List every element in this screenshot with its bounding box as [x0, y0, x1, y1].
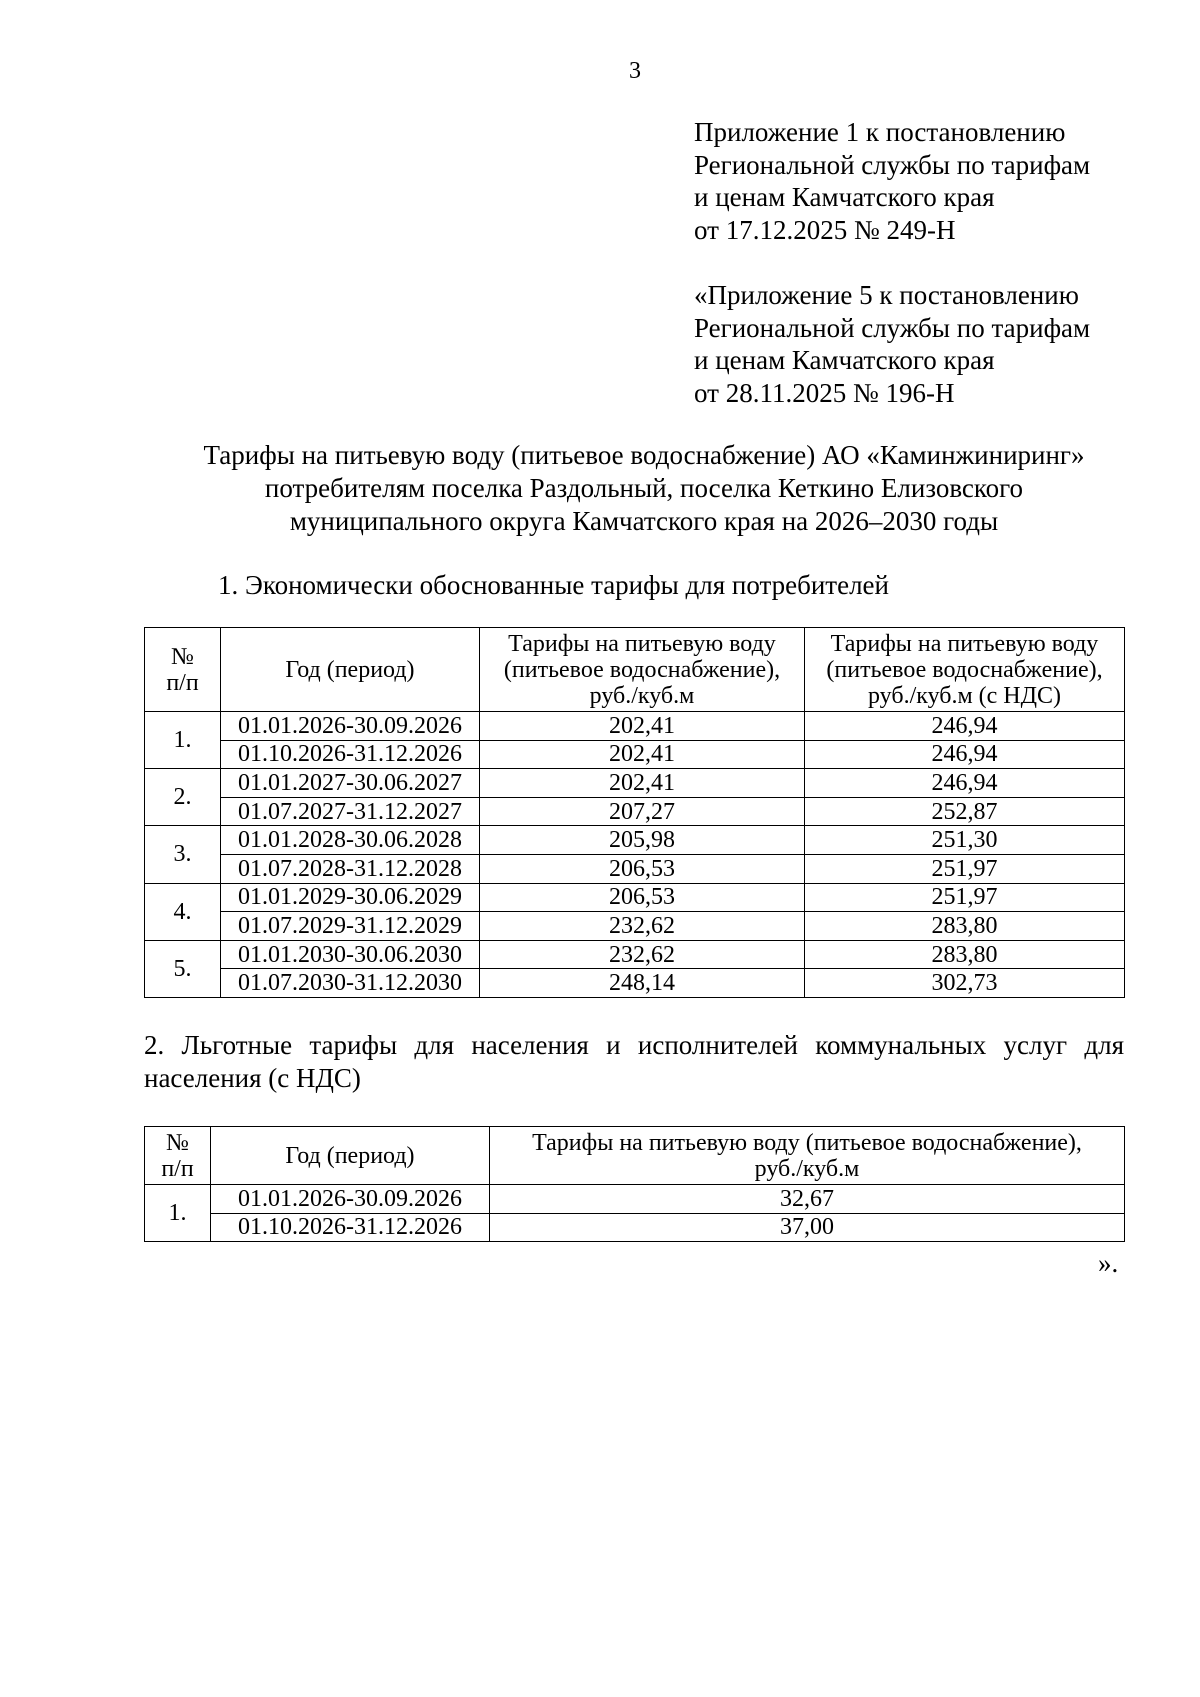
row-number-cell: 4.: [145, 883, 221, 940]
annex-5-line: от 28.11.2025 № 196-Н: [694, 377, 955, 408]
period-cell: 01.01.2028-30.06.2028: [221, 826, 480, 855]
table-row: [145, 740, 1125, 769]
row-number-cell: 1.: [145, 1185, 211, 1242]
tariff-cell: 202,41: [480, 769, 805, 798]
economic-tariffs-body: [145, 712, 1125, 998]
economic-tariffs-table: [144, 627, 1125, 998]
period-cell: 01.01.2027-30.06.2027: [221, 769, 480, 798]
period-cell: 01.01.2029-30.06.2029: [221, 883, 480, 912]
table-row: [145, 969, 1125, 998]
column-header-number: № п/п: [145, 628, 221, 712]
tariff_vat-cell: 251,97: [805, 883, 1125, 912]
table-row: [145, 883, 1125, 912]
row-number-cell: 1.: [145, 712, 221, 769]
preferential-tariffs-body: [145, 1185, 1125, 1242]
table-header-row: [145, 628, 1125, 712]
tariff-cell: 206,53: [480, 883, 805, 912]
section-1-heading: 1. Экономически обоснованные тарифы для потребителей: [218, 570, 889, 600]
period-cell: 01.07.2030-31.12.2030: [221, 969, 480, 998]
row-number-cell: 5.: [145, 940, 221, 997]
table-row: [145, 712, 1125, 741]
tariff-cell: 205,98: [480, 826, 805, 855]
tariff-cell: 207,27: [480, 797, 805, 826]
tariff-cell: 202,41: [480, 712, 805, 741]
annex-5-line: Региональной службы по тарифам: [694, 312, 1091, 343]
title-line: Тарифы на питьевую воду (питьевое водоснабжение) АО «Каминжиниринг»: [203, 440, 1085, 470]
row-number-cell: 3.: [145, 826, 221, 883]
table-row: [145, 1185, 1125, 1214]
column-header-period: Год (период): [221, 628, 480, 712]
title-line: потребителям поселка Раздольный, поселка Кеткино Елизовского: [264, 473, 1024, 503]
tariff_vat-cell: 246,94: [805, 769, 1125, 798]
annex-5-line: «Приложение 5 к постановлению: [694, 280, 1079, 310]
period-cell: 01.07.2029-31.12.2029: [221, 912, 480, 941]
annex-1-line: от 17.12.2025 № 249-Н: [694, 214, 956, 245]
column-header-tariff-vat: Тарифы на питьевую воду (питьевое водоснабжение), руб./куб.м (с НДС): [805, 628, 1125, 712]
annex-1-reference: [694, 116, 1174, 246]
tariff_vat-cell: 302,73: [805, 969, 1125, 998]
annex-5-line: и ценам Камчатского края: [694, 345, 995, 375]
section-2-heading: 2. Льготные тарифы для населения и исполнителей коммунальных услуг для населения (с НДС): [144, 1030, 1124, 1093]
preferential-tariffs-table: [144, 1126, 1125, 1242]
tariff-cell: 32,67: [490, 1185, 1125, 1214]
period-cell: 01.01.2030-30.06.2030: [221, 940, 480, 969]
row-number-cell: 2.: [145, 769, 221, 826]
page-number: 3: [629, 58, 641, 84]
closing-quote-mark: ».: [1098, 1248, 1119, 1278]
table-row: [145, 769, 1125, 798]
column-header-tariff: Тарифы на питьевую воду (питьевое водоснабжение), руб./куб.м: [480, 628, 805, 712]
annex-5-reference: [694, 279, 1174, 409]
column-header-number: № п/п: [145, 1127, 211, 1185]
period-cell: 01.07.2028-31.12.2028: [221, 854, 480, 883]
table-row: [145, 797, 1125, 826]
table-row: [145, 826, 1125, 855]
tariff_vat-cell: 251,97: [805, 854, 1125, 883]
annex-1-line: Приложение 1 к постановлению: [694, 117, 1066, 147]
tariff_vat-cell: 246,94: [805, 740, 1125, 769]
document-title: [144, 439, 1144, 538]
period-cell: 01.01.2026-30.09.2026: [221, 712, 480, 741]
annex-1-line: и ценам Камчатского края: [694, 182, 995, 212]
table-header-row: [145, 1127, 1125, 1185]
period-cell: 01.10.2026-31.12.2026: [211, 1213, 490, 1242]
tariff_vat-cell: 251,30: [805, 826, 1125, 855]
period-cell: 01.07.2027-31.12.2027: [221, 797, 480, 826]
column-header-tariff: Тарифы на питьевую воду (питьевое водоснабжение), руб./куб.м: [490, 1127, 1125, 1185]
table-row: [145, 854, 1125, 883]
tariff_vat-cell: 246,94: [805, 712, 1125, 741]
annex-1-line: Региональной службы по тарифам: [694, 149, 1091, 180]
table-row: [145, 1213, 1125, 1242]
tariff_vat-cell: 283,80: [805, 912, 1125, 941]
tariff-cell: 248,14: [480, 969, 805, 998]
tariff-cell: 37,00: [490, 1213, 1125, 1242]
title-line: муниципального округа Камчатского края на 2026–2030 годы: [289, 506, 999, 536]
tariff-cell: 232,62: [480, 940, 805, 969]
table-row: [145, 940, 1125, 969]
tariff-cell: 202,41: [480, 740, 805, 769]
tariff-cell: 232,62: [480, 912, 805, 941]
table-row: [145, 912, 1125, 941]
period-cell: 01.01.2026-30.09.2026: [211, 1185, 490, 1214]
tariff-cell: 206,53: [480, 854, 805, 883]
tariff_vat-cell: 283,80: [805, 940, 1125, 969]
period-cell: 01.10.2026-31.12.2026: [221, 740, 480, 769]
column-header-period: Год (период): [211, 1127, 490, 1185]
tariff_vat-cell: 252,87: [805, 797, 1125, 826]
